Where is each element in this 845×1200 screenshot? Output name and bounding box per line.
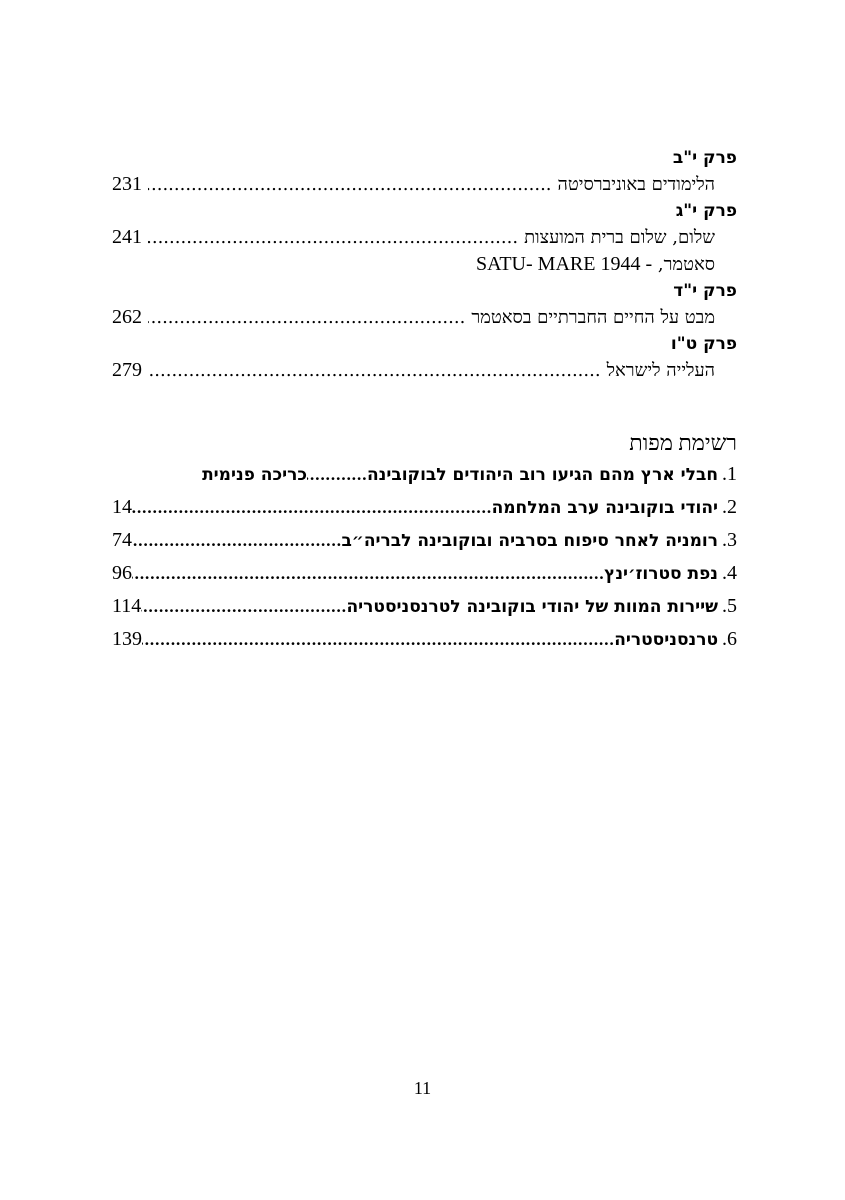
dot-leader — [307, 459, 367, 492]
map-title: נפת סטרוז׳ינץ — [604, 564, 718, 584]
chapter-heading: פרק י"ג — [675, 201, 737, 221]
map-number: 4. — [722, 562, 737, 584]
entry-page: 231 — [112, 173, 142, 195]
map-title: חבלי ארץ מהם הגיעו רוב היהודים לבוקובינה — [366, 465, 718, 485]
subtitle-latin: SATU- MARE 1944 - — [475, 253, 653, 275]
toc-section — [112, 145, 737, 384]
dot-leader — [142, 624, 614, 657]
maps-list — [112, 458, 737, 656]
dot-leader — [148, 171, 552, 198]
entry-page: 241 — [112, 226, 142, 248]
map-entry — [112, 623, 737, 656]
map-page: 96 — [112, 562, 132, 584]
toc-entry — [112, 224, 737, 251]
map-page: 14 — [112, 496, 132, 518]
toc-entry — [112, 304, 737, 331]
map-entry — [112, 458, 737, 491]
chapter-heading: פרק ט"ו — [670, 334, 737, 354]
map-number: 6. — [722, 628, 737, 650]
entry-page: 279 — [112, 359, 142, 381]
page-number: 11 — [413, 1078, 432, 1098]
map-number: 3. — [722, 529, 737, 551]
chapter-heading: פרק י"ב — [672, 148, 737, 168]
dot-leader — [132, 525, 341, 558]
map-entry — [112, 524, 737, 557]
entry-title: הלימודים באוניברסיטה — [557, 174, 715, 195]
map-title: טרנסניסטריה — [614, 630, 718, 650]
entry-page: 262 — [112, 306, 142, 328]
maps-heading: רשימת מפות — [629, 430, 737, 455]
map-entry — [112, 590, 737, 623]
map-page: 139 — [112, 628, 142, 650]
dot-leader — [141, 591, 346, 624]
map-entry — [112, 557, 737, 590]
map-page: 114 — [112, 595, 142, 617]
map-page: 74 — [112, 529, 132, 551]
toc-entry — [112, 171, 737, 198]
subtitle-hebrew: סאטמר, — [657, 254, 715, 275]
dot-leader — [148, 357, 601, 384]
map-number: 1. — [722, 463, 737, 485]
dot-leader — [132, 558, 604, 591]
entry-title: שלום, שלום ברית המועצות — [524, 227, 715, 248]
dot-leader — [132, 492, 492, 525]
entry-title: העלייה לישראל — [606, 360, 715, 381]
map-number: 5. — [722, 595, 737, 617]
dot-leader — [148, 224, 518, 251]
map-entry — [112, 491, 737, 524]
map-number: 2. — [722, 496, 737, 518]
map-page: כריכה פנימית — [202, 465, 307, 485]
entry-title: מבט על החיים החברתיים בסאטמר — [471, 307, 715, 328]
chapter-heading: פרק י"ד — [673, 281, 737, 301]
toc-entry — [112, 357, 737, 384]
map-title: יהודי בוקובינה ערב המלחמה — [491, 498, 718, 518]
map-title: שיירות המוות של יהודי בוקובינה לטרנסניסטריה — [346, 597, 718, 617]
dot-leader — [148, 304, 465, 331]
map-title: רומניה לאחר סיפוח בסרביה ובוקובינה לבריה״ב — [341, 531, 718, 551]
entry-subtitle — [112, 251, 737, 278]
